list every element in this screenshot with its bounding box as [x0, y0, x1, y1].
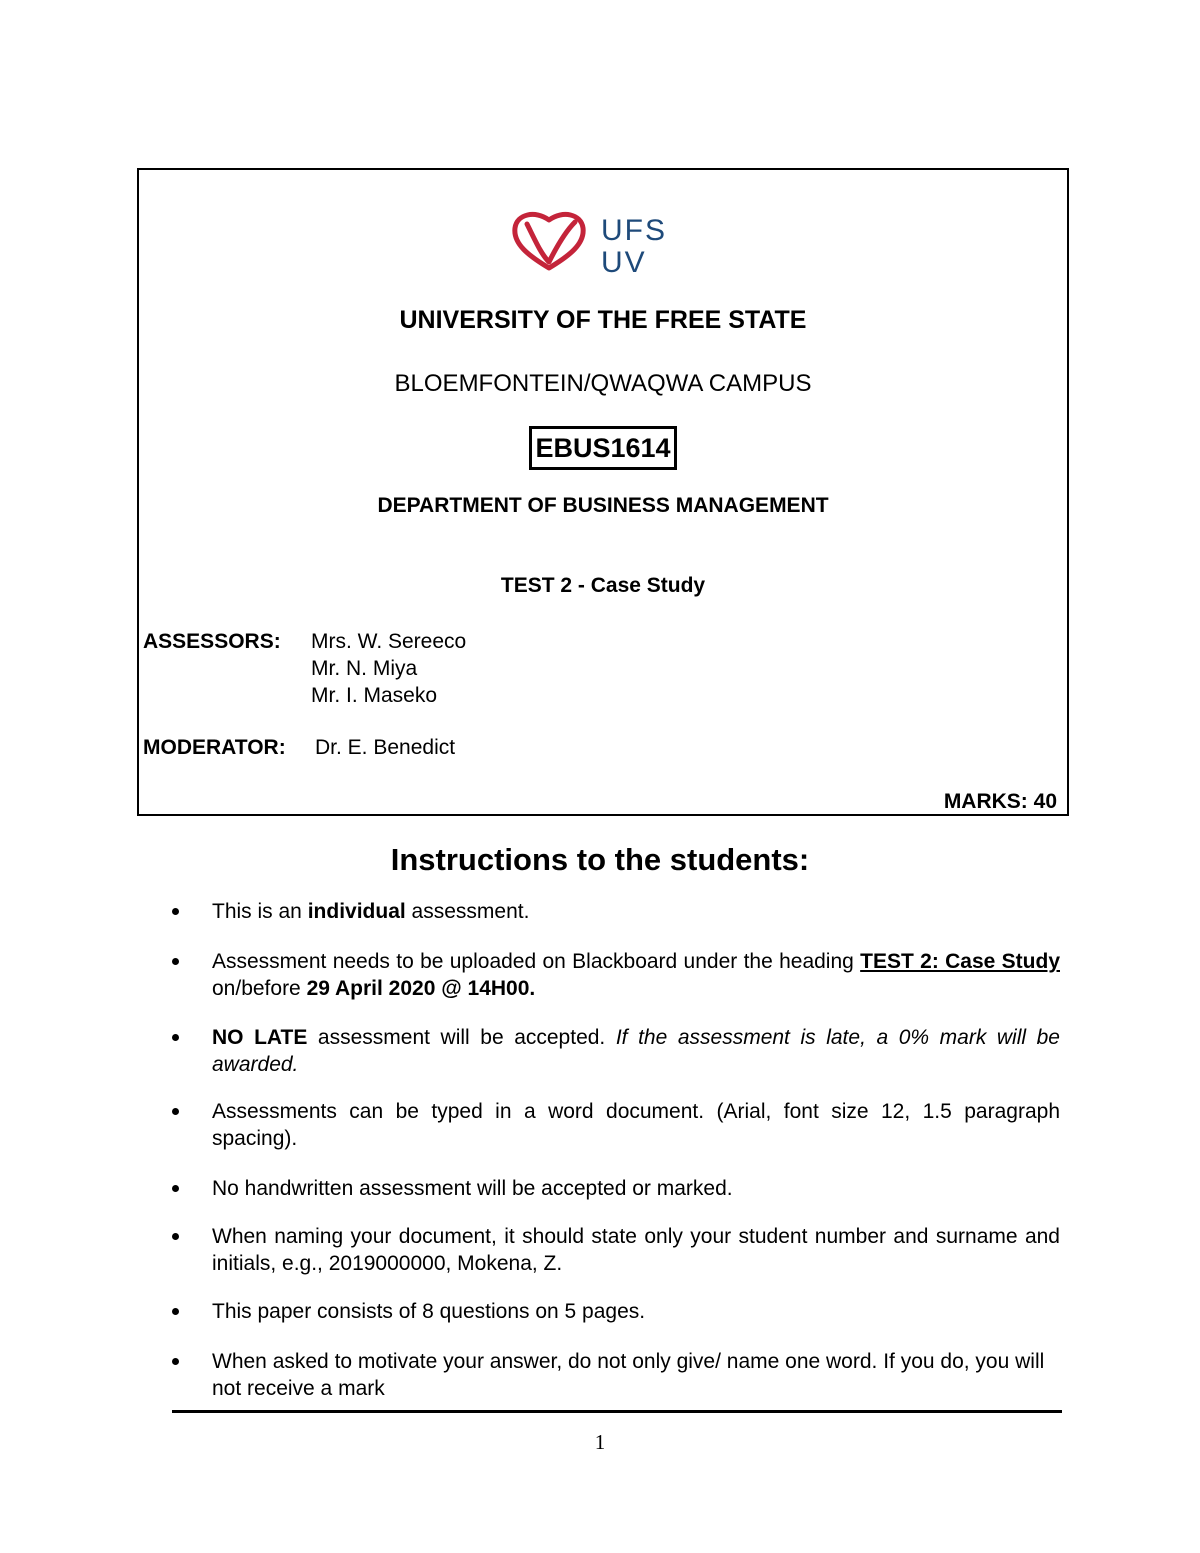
bullet-icon — [172, 1233, 179, 1240]
bullet-icon — [172, 1108, 179, 1115]
assessors-label: ASSESSORS: — [143, 630, 281, 653]
assessor-1: Mrs. W. Sereeco — [311, 630, 467, 653]
moderator-name: Dr. E. Benedict — [315, 736, 456, 759]
instruction-text: NO LATE assessment will be accepted. If the assessment is late, a 0% mark will be awarded. — [212, 1026, 1060, 1076]
bullet-icon — [172, 1034, 179, 1041]
department-name: DEPARTMENT OF BUSINESS MANAGEMENT — [377, 494, 829, 517]
test-title: TEST 2 - Case Study — [500, 574, 706, 597]
instruction-text: This is an individual assessment. — [212, 900, 530, 923]
instruction-text: Assessment needs to be uploaded on Blackboard under the heading TEST 2: Case Study on/before 29 April 2020 @ 14H00. — [212, 950, 1060, 1000]
course-code: EBUS1614 — [529, 426, 676, 470]
page-number: 1 — [594, 1430, 606, 1454]
moderator-label: MODERATOR: — [143, 736, 286, 759]
instruction-text: When naming your document, it should state only your student number and surname and initials, e.g., 2019000000, Mokena, Z. — [212, 1225, 1060, 1275]
bullet-icon — [172, 908, 179, 915]
bullet-icon — [172, 958, 179, 965]
cover-header-box — [137, 168, 1069, 816]
bullet-icon — [172, 1185, 179, 1192]
bullet-icon — [172, 1308, 179, 1315]
instruction-text: This paper consists of 8 questions on 5 pages. — [212, 1300, 646, 1323]
footer-divider — [172, 1410, 1062, 1413]
campus-name: BLOEMFONTEIN/QWAQWA CAMPUS — [394, 370, 812, 397]
logo-line2: UV — [601, 246, 647, 276]
ufs-uv-logo-icon — [509, 206, 689, 276]
assessor-3: Mr. I. Maseko — [311, 684, 438, 707]
logo-line1: UFS — [601, 214, 667, 247]
university-name: UNIVERSITY OF THE FREE STATE — [399, 306, 807, 334]
marks-total: MARKS: 40 — [943, 790, 1057, 813]
bullet-icon — [172, 1358, 179, 1365]
instruction-text: No handwritten assessment will be accepted or marked. — [212, 1177, 733, 1200]
course-code-wrap — [139, 426, 1067, 470]
assessor-2: Mr. N. Miya — [311, 657, 418, 680]
instruction-text: When asked to motivate your answer, do not only give/ name one word. If you do, you will not receive a mark — [212, 1350, 1045, 1400]
instruction-text: Assessments can be typed in a word document. (Arial, font size 12, 1.5 paragraph spacing). — [212, 1100, 1060, 1150]
instructions-title: Instructions to the students: — [390, 842, 810, 877]
